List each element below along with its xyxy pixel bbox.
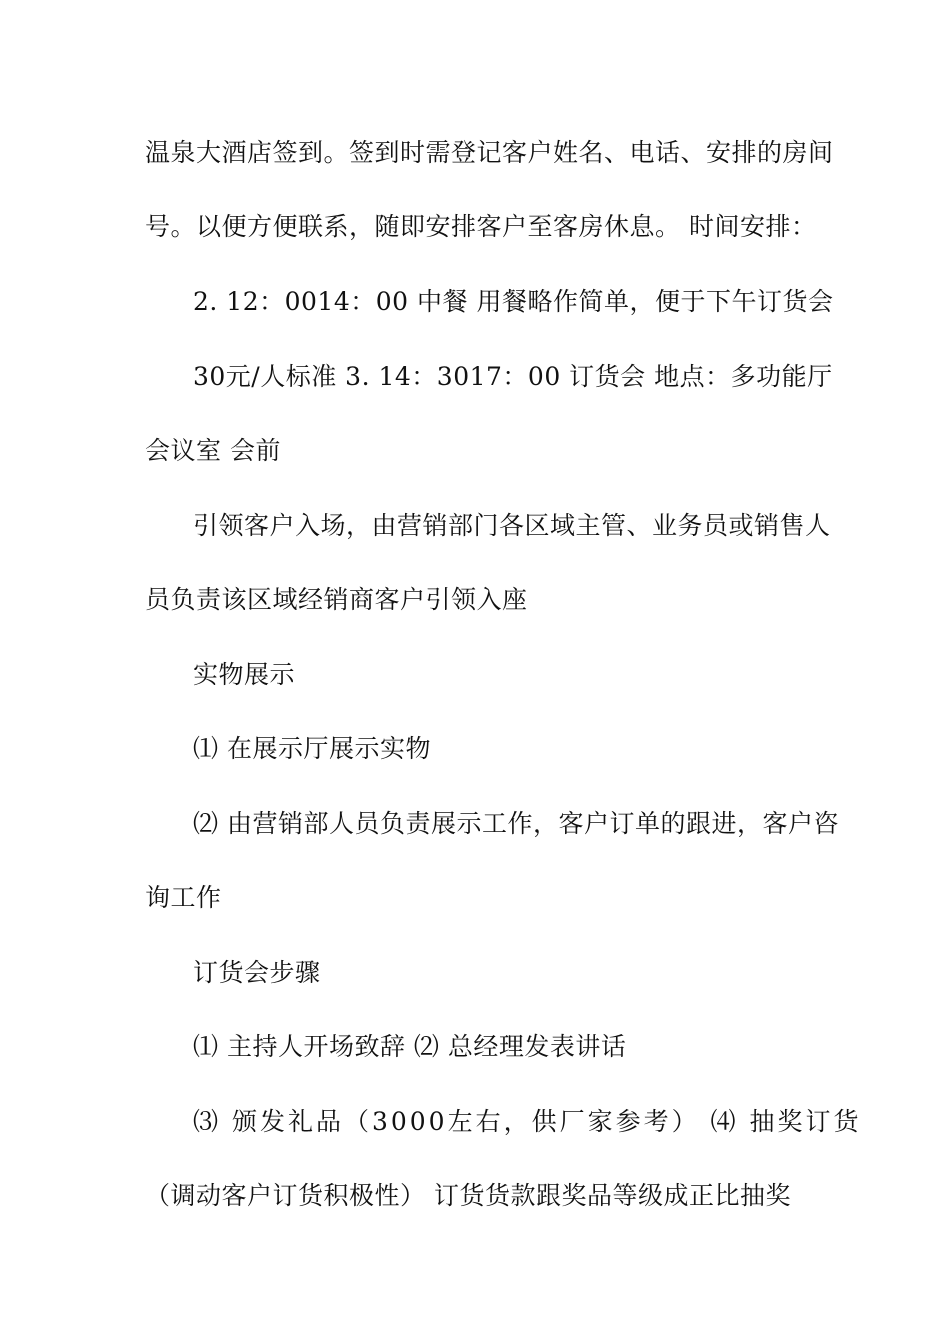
- steps-line-1: ⑴ 主持人开场致辞 ⑵ 总经理发表讲话: [193, 1032, 627, 1061]
- list-item-2-continued: 询工作: [145, 883, 222, 912]
- steps-line-3: （调动客户订货积极性） 订货货款跟奖品等级成正比抽奖: [145, 1181, 791, 1210]
- text-line-6: 引领客户入场，由营销部门各区域主管、业务员或销售人: [193, 511, 831, 540]
- list-item-2: ⑵ 由营销部人员负责展示工作，客户订单的跟进，客户咨: [193, 809, 839, 838]
- section-heading-display: 实物展示: [193, 660, 296, 689]
- steps-line-2: ⑶ 颁发礼品（3000左右，供厂家参考） ⑷ 抽奖订货: [193, 1107, 862, 1136]
- text-line-7: 员负责该区域经销商客户引领入座: [145, 585, 528, 614]
- section-heading-steps: 订货会步骤: [193, 958, 321, 987]
- text-line-3: 2. 12：0014：00 中餐 用餐略作简单，便于下午订货会: [193, 287, 834, 316]
- text-line-5: 会议室 会前: [145, 436, 281, 465]
- text-line-1: 温泉大酒店签到。签到时需登记客户姓名、电话、安排的房间: [145, 138, 834, 167]
- list-item-1: ⑴ 在展示厅展示实物: [193, 734, 431, 763]
- text-line-2: 号。以便方便联系，随即安排客户至客房休息。 时间安排：: [145, 212, 817, 241]
- text-line-4: 30元/人标准 3. 14：3017：00 订货会 地点：多功能厅: [193, 362, 833, 391]
